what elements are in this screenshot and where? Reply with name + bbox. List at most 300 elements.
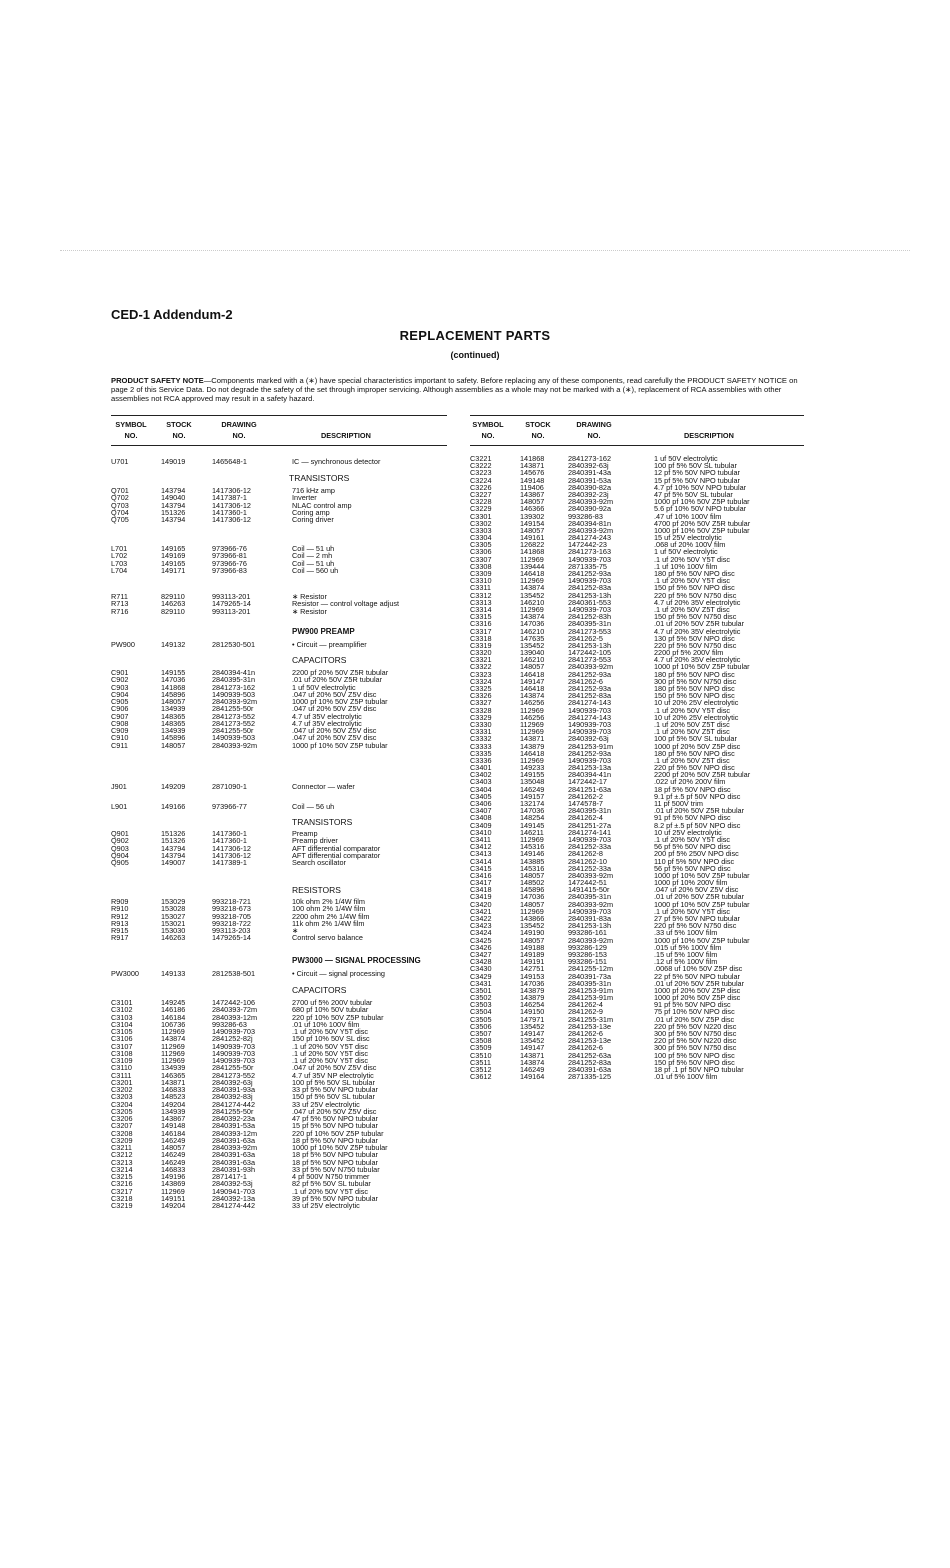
part-symbol: C3309 xyxy=(470,569,492,578)
part-stock: 148365 xyxy=(161,718,186,728)
part-description: Control servo balance xyxy=(292,933,363,943)
part-description: ∗ Resistor xyxy=(292,592,327,601)
part-description: .1 uf 20% 50V Z5T disc xyxy=(654,719,730,729)
part-drawing: 2840392-13a xyxy=(212,1193,256,1203)
part-stock: 112969 xyxy=(520,719,544,729)
part-stock: 148057 xyxy=(161,1143,186,1152)
part-description: Connector — wafer xyxy=(292,782,355,791)
part-description: .1 uf 20% 50V Y5T disc xyxy=(654,834,730,844)
part-drawing: 2840393-12m xyxy=(212,1128,258,1138)
part-description: 1000 pf 10% 50V Z5P tubular xyxy=(654,935,750,945)
part-description: .068 uf 20% 100V film xyxy=(654,540,726,550)
part-description: 39 pf 5% 50V NPO tubular xyxy=(292,1193,378,1203)
part-symbol: C3504 xyxy=(470,1007,492,1017)
part-symbol: C3228 xyxy=(470,497,492,507)
part-drawing: 1490939-703 xyxy=(568,755,612,765)
part-drawing: 993113-203 xyxy=(212,926,251,935)
part-symbol: C3218 xyxy=(111,1193,133,1203)
part-description: 1 uf 50V electrolytic xyxy=(654,547,718,557)
part-description: .01 uf 20% 50V Z5R tubular xyxy=(654,892,745,902)
part-stock: 149019 xyxy=(161,457,186,466)
part-description: Coring driver xyxy=(292,515,334,524)
part-drawing: 2841262-5 xyxy=(568,633,603,643)
right-header-description: DESCRIPTION xyxy=(684,431,734,440)
part-drawing: 1490939-703 xyxy=(568,719,612,729)
part-symbol: C901 xyxy=(111,668,129,677)
part-symbol: Q904 xyxy=(111,850,129,860)
part-drawing: 2840391-93h xyxy=(212,1164,256,1174)
part-symbol: Q901 xyxy=(111,829,129,838)
part-drawing: 2841252-33a xyxy=(568,842,612,852)
part-description: .0068 uf 10% 50V Z5P disc xyxy=(654,964,743,974)
part-symbol: C3110 xyxy=(111,1063,132,1073)
part-drawing: 2841252-93a xyxy=(568,684,612,693)
part-symbol: C3308 xyxy=(470,561,492,571)
part-stock: 145896 xyxy=(520,885,545,895)
part-drawing: 2841253-91m xyxy=(568,741,614,751)
part-description: 1000 pf 10% 50V Z5P tubular xyxy=(654,497,750,507)
header-drawing-no: NO. xyxy=(587,431,601,440)
part-stock: 148057 xyxy=(520,899,545,909)
part-drawing: 2841251-27a xyxy=(568,820,612,830)
part-symbol: C909 xyxy=(111,726,129,735)
part-drawing: 2841273-553 xyxy=(568,655,612,665)
header-symbol: SYMBOL xyxy=(115,420,147,429)
part-description: 300 pf 5% 50V N750 disc xyxy=(654,1029,737,1038)
part-symbol: C3311 xyxy=(470,583,491,593)
part-description: 1000 pf 10% 50V Z5P tubular xyxy=(654,870,750,880)
part-stock: 112969 xyxy=(161,1048,185,1058)
part-symbol: C3325 xyxy=(470,684,492,693)
part-description: 33 pf 5% 50V N750 tubular xyxy=(292,1164,380,1174)
part-symbol: C3430 xyxy=(470,964,492,974)
part-symbol: C3108 xyxy=(111,1048,133,1058)
table-row xyxy=(470,1073,810,1080)
part-symbol: C3426 xyxy=(470,942,492,952)
part-description: 2200 pf 20% 50V Z5R tubular xyxy=(292,668,389,677)
part-symbol: C3505 xyxy=(470,1014,492,1024)
part-drawing: 2841262-6 xyxy=(568,1043,603,1053)
part-drawing: 2840393-72m xyxy=(212,1005,258,1015)
part-symbol: C903 xyxy=(111,682,129,692)
part-stock: 145316 xyxy=(520,863,545,873)
header-symbol-no: NO. xyxy=(124,431,138,440)
part-symbol: C3404 xyxy=(470,784,492,794)
section-pw3000: PW3000 — SIGNAL PROCESSING xyxy=(292,956,421,965)
part-stock: 145316 xyxy=(520,842,545,852)
part-stock: 146211 xyxy=(520,827,544,837)
part-description: .01 uf 20% 50V Z5R tubular xyxy=(654,806,745,816)
part-symbol: C3431 xyxy=(470,978,492,988)
part-description: 15 uf 25V electrolytic xyxy=(654,533,722,543)
part-drawing: 2840392-83j xyxy=(212,1092,253,1102)
part-stock: 149191 xyxy=(520,957,545,967)
part-drawing: 2841251-63a xyxy=(568,784,612,794)
part-description: 2200 pf 20% 50V Z5R tubular xyxy=(654,770,751,780)
part-drawing: 2840395-31n xyxy=(212,675,256,685)
part-stock: 149145 xyxy=(520,820,545,830)
part-description: .1 uf 20% 50V Y5T disc xyxy=(292,1027,368,1036)
header-symbol-no: NO. xyxy=(481,431,495,440)
addendum-label: CED-1 Addendum-2 xyxy=(111,307,233,322)
table-row xyxy=(111,859,451,866)
part-description: 33 uf 25V electrolytic xyxy=(292,1201,360,1210)
part-stock: 112969 xyxy=(520,755,544,765)
part-description: .1 uf 20% 50V Y5T disc xyxy=(292,1041,368,1051)
part-stock: 153027 xyxy=(161,911,186,921)
part-description: 12 pf 5% 50V NPO tubular xyxy=(654,468,740,478)
part-description: 2200 pf 5% 200V film xyxy=(654,648,724,658)
part-stock: 112969 xyxy=(520,554,544,564)
part-symbol: C3101 xyxy=(111,998,133,1007)
part-symbol: U701 xyxy=(111,457,129,466)
part-symbol: C3408 xyxy=(470,813,492,823)
part-drawing: 1490939-503 xyxy=(212,689,256,699)
part-stock: 143874 xyxy=(520,583,545,593)
part-stock: 149165 xyxy=(161,544,186,553)
part-description: 4.7 uf 20% 35V electrolytic xyxy=(654,597,741,607)
part-symbol: Q702 xyxy=(111,493,129,503)
right-header-stock xyxy=(518,419,558,441)
part-description: .12 uf 5% 100V film xyxy=(654,957,718,967)
part-symbol: C3224 xyxy=(470,475,492,485)
part-symbol: C3501 xyxy=(470,985,492,995)
right-column xyxy=(470,419,810,1309)
part-stock: 149155 xyxy=(520,770,545,780)
part-drawing: 1490939-503 xyxy=(212,733,256,743)
part-stock: 146254 xyxy=(520,1000,545,1010)
part-symbol: C3320 xyxy=(470,648,492,658)
part-drawing: 1491415-50r xyxy=(568,885,610,895)
part-drawing: 1417306-12 xyxy=(212,850,251,860)
part-symbol: C3214 xyxy=(111,1164,133,1174)
part-description: .1 uf 20% 50V Y5T disc xyxy=(292,1048,368,1058)
part-drawing: 2841252-83a xyxy=(568,1057,612,1067)
part-stock: 147036 xyxy=(520,978,545,988)
part-description: 220 pf 5% 50V N220 disc xyxy=(654,1021,737,1031)
header-drawing: DRAWING xyxy=(221,420,257,429)
part-symbol: C3423 xyxy=(470,921,492,931)
part-symbol: C3221 xyxy=(470,454,492,463)
parts-group xyxy=(111,999,451,1209)
section-transistors-2: TRANSISTORS xyxy=(292,817,353,827)
part-drawing: 2841252-83a xyxy=(568,691,612,701)
part-drawing: 2841253-13e xyxy=(568,1021,612,1031)
part-stock: 134939 xyxy=(161,1106,186,1116)
part-drawing: 1479265-14 xyxy=(212,599,251,609)
part-drawing: 2871335-125 xyxy=(568,1072,612,1082)
part-drawing: 2841255-12m xyxy=(568,964,614,974)
part-description: 1 uf 50V electrolytic xyxy=(292,682,356,692)
part-stock: 146418 xyxy=(520,669,545,679)
part-drawing: 2840392-63j xyxy=(568,734,609,744)
left-top-rule xyxy=(111,415,447,416)
part-symbol: C3223 xyxy=(470,468,492,478)
part-symbol: C3202 xyxy=(111,1085,133,1094)
right-header-drawing xyxy=(568,419,620,441)
part-symbol: C3507 xyxy=(470,1029,492,1038)
part-drawing: 2840393-92m xyxy=(568,899,614,909)
part-description: .047 uf 20% 50V Z5V disc xyxy=(292,1106,377,1116)
part-stock: 139444 xyxy=(520,561,545,571)
part-description: 680 pf 10% 50V tubular xyxy=(292,1005,369,1015)
part-description: 100 pf 5% 50V SL tubular xyxy=(292,1077,375,1087)
part-symbol: L701 xyxy=(111,544,128,553)
part-drawing: 2841273-162 xyxy=(568,454,612,463)
part-description: .1 uf 20% 50V Z5T disc xyxy=(654,604,730,614)
part-drawing: 2840391-63a xyxy=(568,1064,612,1074)
part-stock: 143874 xyxy=(161,1034,186,1044)
part-drawing: 2841252-83h xyxy=(568,612,612,622)
part-stock: 148057 xyxy=(520,662,545,672)
part-symbol: C3425 xyxy=(470,935,492,945)
part-drawing: 1417306-12 xyxy=(212,515,251,524)
part-stock: 143874 xyxy=(520,1057,545,1067)
part-description: 2700 uf 5% 200V tubular xyxy=(292,998,373,1007)
part-symbol: L704 xyxy=(111,565,128,575)
part-drawing: 2841274-442 xyxy=(212,1099,256,1109)
part-drawing: 993113-201 xyxy=(212,606,251,616)
part-stock: 143794 xyxy=(161,500,186,510)
left-column xyxy=(111,419,451,1309)
part-stock: 149245 xyxy=(161,998,186,1007)
part-symbol: C3207 xyxy=(111,1121,133,1131)
safety-note xyxy=(111,376,804,403)
part-symbol: C3305 xyxy=(470,540,492,550)
part-drawing: 2840391-63a xyxy=(212,1150,256,1160)
part-description: Coring amp xyxy=(292,507,330,517)
part-drawing: 1490939-703 xyxy=(212,1041,256,1051)
part-symbol: R912 xyxy=(111,911,129,921)
part-symbol: C3203 xyxy=(111,1092,133,1102)
part-stock: 135452 xyxy=(520,1021,545,1031)
part-symbol: C3215 xyxy=(111,1172,133,1181)
part-drawing: 2840392-53j xyxy=(212,1179,253,1189)
part-symbol: C3219 xyxy=(111,1201,133,1210)
part-stock: 148365 xyxy=(161,711,186,721)
table-row xyxy=(111,641,451,648)
right-header-symbol xyxy=(470,419,506,441)
part-description: 220 pf 10% 50V Z5P tubular xyxy=(292,1128,384,1138)
part-drawing: 1417306-12 xyxy=(212,500,251,510)
part-stock: 141868 xyxy=(520,454,545,463)
part-symbol: C3307 xyxy=(470,554,492,564)
part-stock: 143871 xyxy=(161,1077,186,1087)
part-stock: 146256 xyxy=(520,698,545,708)
part-stock: 143794 xyxy=(161,515,186,524)
part-stock: 149147 xyxy=(520,1043,545,1053)
part-stock: 146210 xyxy=(520,597,545,607)
part-stock: 146249 xyxy=(520,784,545,794)
part-drawing: 2841262-6 xyxy=(568,1029,603,1038)
table-row xyxy=(111,458,451,465)
part-stock: 149209 xyxy=(161,782,186,791)
part-drawing: 2841274-143 xyxy=(568,698,612,708)
part-stock: 112969 xyxy=(520,906,544,916)
part-drawing: 1479265-14 xyxy=(212,933,251,943)
part-description: 4700 pf 20% 50V Z5R tubular xyxy=(654,518,751,528)
part-symbol: C908 xyxy=(111,718,129,728)
part-drawing: 2841273-552 xyxy=(212,1070,256,1080)
part-symbol: Q705 xyxy=(111,515,129,524)
part-symbol: J901 xyxy=(111,782,127,791)
part-drawing: 2840391-73a xyxy=(568,971,612,981)
part-symbol: C3222 xyxy=(470,461,492,471)
part-drawing: 2841262-8 xyxy=(568,849,603,859)
part-description: 33 uf 25V electrolytic xyxy=(292,1099,360,1109)
part-description: 18 pf 5% 50V NPO disc xyxy=(654,784,731,794)
part-symbol: Q903 xyxy=(111,843,129,853)
part-symbol: C3416 xyxy=(470,870,492,880)
part-stock: 146249 xyxy=(520,1064,545,1074)
part-description: 1000 pf 10% 50V Z5P tubular xyxy=(292,697,388,706)
part-stock: 146263 xyxy=(161,599,186,609)
part-description: 1000 pf 20% 50V Z5P disc xyxy=(654,985,741,995)
part-symbol: C3201 xyxy=(111,1077,133,1087)
part-symbol: C3302 xyxy=(470,518,492,528)
part-symbol: R711 xyxy=(111,592,128,601)
part-drawing: 993286-63 xyxy=(212,1019,247,1029)
part-stock: 153028 xyxy=(161,904,186,914)
part-drawing: 973966-76 xyxy=(212,544,247,553)
part-symbol: C3509 xyxy=(470,1043,492,1053)
part-drawing: 1472442-51 xyxy=(568,878,607,888)
part-description: .01 uf 5% 100V film xyxy=(654,1072,718,1082)
part-drawing: 2841253-13h xyxy=(568,590,612,600)
part-symbol: C3322 xyxy=(470,662,492,672)
part-symbol: C3506 xyxy=(470,1021,492,1031)
part-symbol: C3106 xyxy=(111,1034,133,1044)
parts-group xyxy=(111,487,451,523)
part-description: IC — synchronous detector xyxy=(292,457,381,466)
part-drawing: 2840393-92m xyxy=(212,697,258,706)
part-description: 220 pf 5% 50V N750 disc xyxy=(654,640,737,650)
part-symbol: C3226 xyxy=(470,482,492,492)
part-stock: 146833 xyxy=(161,1085,186,1094)
part-drawing: 2841252-82j xyxy=(212,1034,253,1044)
part-description: 27 pf 5% 50V NPO tubular xyxy=(654,914,740,923)
part-description: 2200 ohm 2% 1/4W film xyxy=(292,911,370,921)
part-stock: 145676 xyxy=(520,468,545,478)
part-description: .1 uf 10% 100V film xyxy=(654,561,718,571)
part-stock: 112969 xyxy=(161,1186,185,1196)
part-description: .047 uf 20% 50V Z5V disc xyxy=(292,689,377,699)
part-symbol: C3304 xyxy=(470,533,492,543)
part-stock: 153021 xyxy=(161,918,186,928)
part-stock: 146256 xyxy=(520,712,545,722)
part-stock: 148057 xyxy=(520,935,545,945)
part-drawing: 2841262-4 xyxy=(568,1000,603,1010)
part-drawing: 993286-129 xyxy=(568,942,607,952)
part-drawing: 2841262-2 xyxy=(568,791,603,801)
parts-group xyxy=(111,669,451,749)
part-symbol: Q701 xyxy=(111,486,129,495)
part-description: 4.7 uf 35V electrolytic xyxy=(292,718,362,728)
part-stock: 149150 xyxy=(520,1007,545,1017)
part-description: 110 pf 5% 50V NPO disc xyxy=(654,856,735,866)
part-drawing: 2840361-553 xyxy=(568,597,612,607)
part-description: 220 pf 5% 50V N750 disc xyxy=(654,921,737,931)
part-stock: 143879 xyxy=(520,993,545,1003)
part-drawing: 2840394-41n xyxy=(568,770,612,780)
part-stock: 149147 xyxy=(520,1029,545,1038)
header-stock-no: NO. xyxy=(531,431,545,440)
part-symbol: C3421 xyxy=(470,906,492,916)
part-symbol: C3313 xyxy=(470,597,492,607)
part-symbol: C3316 xyxy=(470,619,492,629)
part-stock: 134939 xyxy=(161,726,186,735)
header-drawing-no: NO. xyxy=(232,431,246,440)
part-stock: 112969 xyxy=(520,604,544,614)
part-stock: 149133 xyxy=(161,969,186,978)
part-drawing: 2840393-92m xyxy=(568,935,614,945)
part-stock: 139302 xyxy=(520,511,545,521)
part-description: 18 pf .1 pf 50V NPO tubular xyxy=(654,1064,744,1074)
part-description: 75 pf 10% 50V NPO disc xyxy=(654,1007,735,1017)
part-symbol: C3314 xyxy=(470,604,492,614)
part-stock: 149147 xyxy=(520,676,545,686)
part-drawing: 993218-705 xyxy=(212,911,251,921)
table-row xyxy=(111,934,451,941)
part-description: 33 pf 5% 50V NPO tubular xyxy=(292,1085,378,1094)
part-stock: 135452 xyxy=(520,640,545,650)
part-drawing: 1490939-703 xyxy=(212,1027,256,1036)
page-title: REPLACEMENT PARTS xyxy=(399,328,551,343)
part-stock: 149190 xyxy=(520,928,545,938)
part-drawing: 973966-81 xyxy=(212,551,247,561)
part-symbol: C3427 xyxy=(470,949,492,959)
part-symbol: L901 xyxy=(111,802,128,811)
part-symbol: C3301 xyxy=(470,511,492,521)
part-stock: 143871 xyxy=(520,734,545,744)
part-drawing: 993218-722 xyxy=(212,918,251,928)
part-drawing: 1490939-703 xyxy=(568,705,612,715)
part-symbol: L702 xyxy=(111,551,128,561)
part-description: 200 pf 5% 250V NPO disc xyxy=(654,849,739,859)
part-symbol: C906 xyxy=(111,704,129,714)
part-drawing: 2840395-31n xyxy=(568,619,612,629)
part-symbol: C3409 xyxy=(470,820,492,830)
part-description: 11 pf 500V trim xyxy=(654,799,703,808)
part-description: 100 ohm 2% 1/4W film xyxy=(292,904,366,914)
part-symbol: C3405 xyxy=(470,791,492,801)
table-row xyxy=(111,1202,451,1209)
part-description: Coil — 51 uh xyxy=(292,544,335,553)
parts-group xyxy=(111,898,451,942)
part-stock: 149157 xyxy=(520,791,545,801)
part-drawing: 2840391-43a xyxy=(568,468,612,478)
part-drawing: 1490939-703 xyxy=(568,554,612,564)
part-description: 4.7 pf 10% 50V NPO tubular xyxy=(654,482,747,492)
part-symbol: Q704 xyxy=(111,507,129,517)
part-symbol: C3105 xyxy=(111,1027,133,1036)
part-drawing: 2841252-93a xyxy=(568,748,612,758)
part-drawing: 1465648-1 xyxy=(212,457,247,466)
part-stock: 146833 xyxy=(161,1164,186,1174)
part-symbol: C910 xyxy=(111,733,129,743)
part-drawing: 2840392-23j xyxy=(568,489,609,499)
part-symbol: Q902 xyxy=(111,836,129,846)
part-symbol: R716 xyxy=(111,606,129,616)
part-stock: 112969 xyxy=(520,727,544,737)
part-description: 5.6 pf 10% 50V NPO tubular xyxy=(654,504,747,514)
part-drawing: 2841253-91m xyxy=(568,993,614,1003)
part-drawing: 1472442-106 xyxy=(212,998,256,1007)
part-stock: 149151 xyxy=(161,1193,186,1203)
part-symbol: R713 xyxy=(111,599,129,609)
part-stock: 153029 xyxy=(161,897,186,906)
part-symbol: C3321 xyxy=(470,655,492,665)
